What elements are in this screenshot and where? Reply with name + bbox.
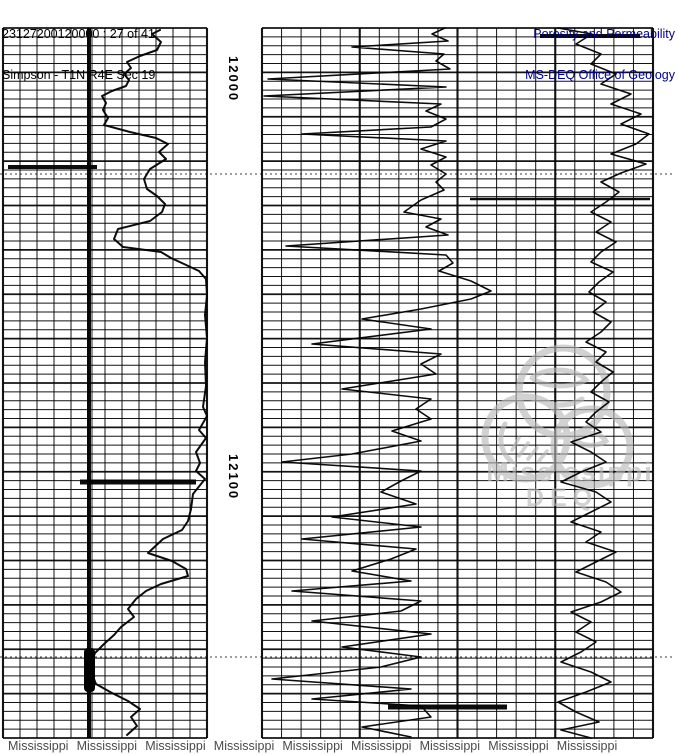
header-right [525,1,675,109]
footer-watermark-text: Mississippi [76,739,138,753]
depth-label-12000: 12000 [226,56,241,103]
footer-watermark-text: Mississippi [488,739,549,753]
footer-watermark-text: Mississippi [282,739,343,753]
footer-watermark-text: Mississippi [419,739,481,753]
footer-watermark-text: Mississippi [8,739,69,753]
footer-watermark-text: Mississippi [351,739,412,753]
watermark-text-line2: DEQ [525,484,599,512]
footer-watermark-text: Mississippi [145,739,206,753]
agency-name: MS-DEQ Office of Geology [525,67,675,82]
depth-label-12100: 12100 [226,454,241,501]
well-name: Simpson - T1N R4E Sec 19 [2,67,156,82]
header-left [2,1,155,109]
deq-watermark [485,348,654,512]
watermark-text-line1: Mississippi [486,457,654,487]
log-title: Porosity and Permeability [533,27,675,41]
footer-watermark-text: Mississippi [556,739,618,753]
footer-watermark-text: Mississippi [213,739,275,753]
document-id: 23127200120000 : 27 of 41 [2,27,155,41]
